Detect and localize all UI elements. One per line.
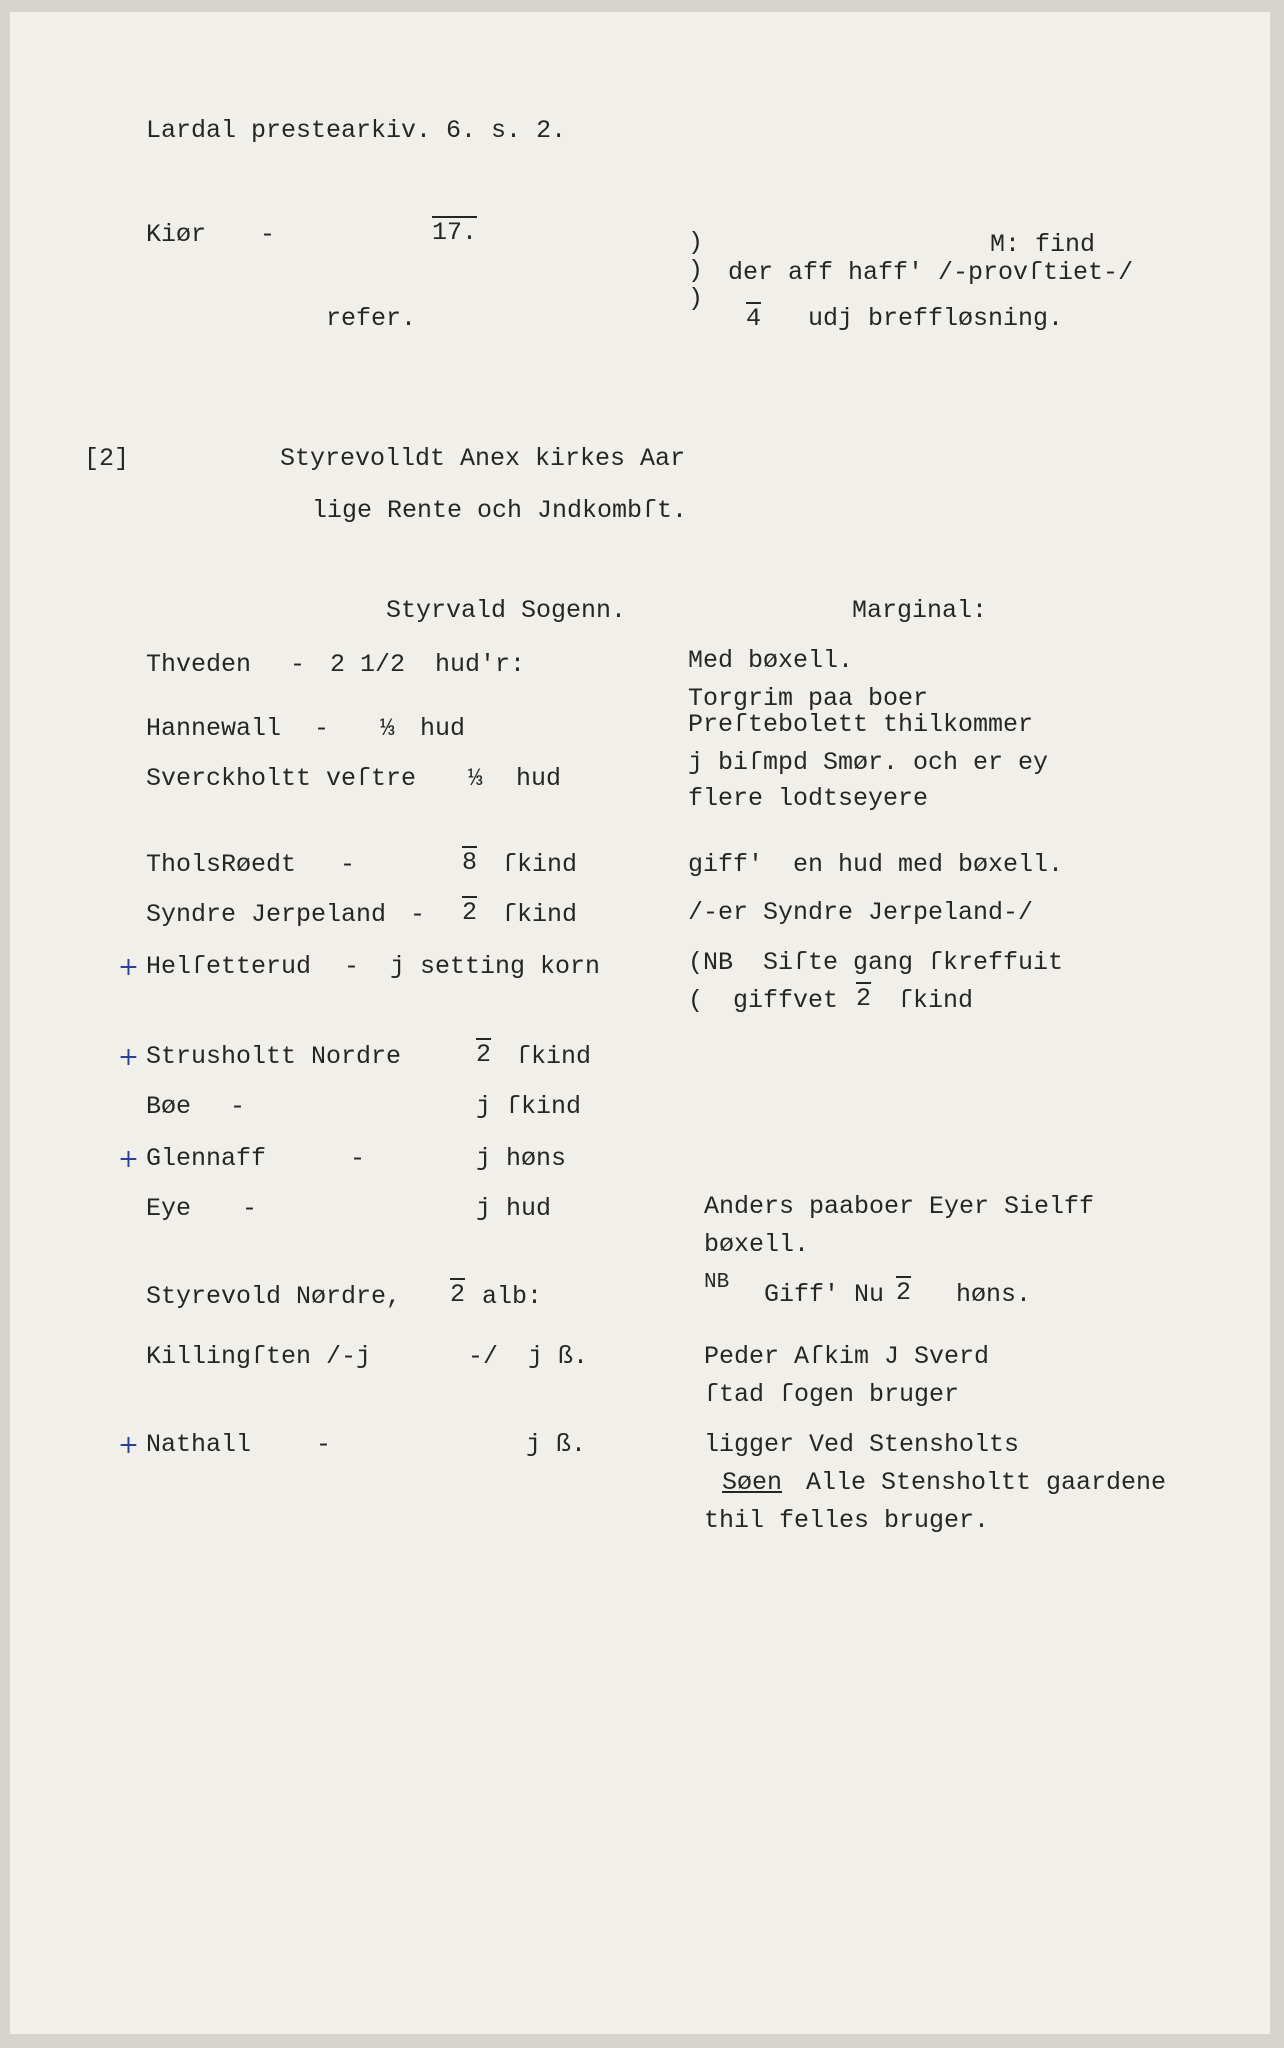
- document-sheet: [10, 12, 1270, 2034]
- marginal-note: giff' en hud med bøxell.: [688, 850, 1064, 879]
- farm-fraction: ⅓: [380, 714, 396, 743]
- marginal-unit: høns.: [956, 1280, 1032, 1309]
- farm-name: Hannewall: [146, 714, 282, 743]
- marginal-note: Alle Stensholtt gaardene: [806, 1468, 1167, 1497]
- bracket-2: ): [688, 256, 704, 285]
- cross-mark: +: [118, 1042, 139, 1071]
- farm-name: TholsRøedt: [146, 850, 297, 879]
- farm-name: Styrevold Nørdre,: [146, 1282, 402, 1311]
- farm-dash: -: [290, 650, 306, 679]
- note-brefflosning: udj breffløsning.: [808, 304, 1064, 333]
- farm-number: 2: [462, 898, 478, 927]
- note-provstiet: der aff haff' /-provſtiet-/: [728, 258, 1134, 287]
- farm-value: j høns: [476, 1144, 567, 1173]
- farm-value: j hud: [476, 1194, 552, 1223]
- farm-dash: -: [410, 900, 426, 929]
- marginal-number: 2: [896, 1278, 912, 1307]
- farm-name: Syndre Jerpeland: [146, 900, 387, 929]
- farm-name: Thveden: [146, 650, 252, 679]
- marginal-note: bøxell.: [704, 1230, 810, 1259]
- refer-label: refer.: [326, 304, 417, 333]
- cross-mark: +: [118, 1430, 139, 1459]
- marginal-note: (NB Siſte gang ſkreffuit: [688, 948, 1064, 977]
- farm-number: 2: [450, 1280, 466, 1309]
- farm-name: Helſetterud: [146, 952, 312, 981]
- section-number: [2]: [84, 444, 130, 473]
- marginal-nb: NB: [704, 1271, 730, 1294]
- farm-dash: -: [350, 1144, 366, 1173]
- marginal-note: Med bøxell.: [688, 646, 854, 675]
- farm-name: Strusholtt Nordre: [146, 1042, 402, 1071]
- farm-number: 8: [462, 848, 478, 877]
- marginal-number: 2: [856, 984, 872, 1013]
- farm-name: Sverckholtt veſtre: [146, 764, 417, 793]
- bracket-3: ): [688, 284, 704, 313]
- section-title-line1: Styrevolldt Anex kirkes Aar: [280, 444, 686, 473]
- marginal-note: /-er Syndre Jerpeland-/: [688, 898, 1034, 927]
- farm-unit: hud: [516, 764, 562, 793]
- marginal-note: ( giffvet: [688, 986, 839, 1015]
- marginal-note: Torgrim paa boer: [688, 684, 929, 713]
- farm-name: Bøe: [146, 1092, 192, 1121]
- farm-dash: -: [230, 1092, 246, 1121]
- farm-value: j ſkind: [476, 1092, 582, 1121]
- marginal-note: ligger Ved Stensholts: [704, 1430, 1020, 1459]
- kior-number: 17.: [432, 218, 478, 247]
- marginal-note: Anders paaboer Eyer Sielff: [704, 1192, 1095, 1221]
- farm-name: Nathall: [146, 1430, 252, 1459]
- farm-unit: ſkind: [502, 850, 578, 879]
- marginal-note: ſtad ſogen bruger: [704, 1380, 960, 1409]
- note-number-4: 4: [746, 304, 762, 333]
- farm-dash: -: [340, 850, 356, 879]
- farm-value: -/ j ß.: [468, 1342, 589, 1371]
- farm-unit: hud: [420, 714, 466, 743]
- farm-value: j setting korn: [390, 952, 601, 981]
- farm-name: Eye: [146, 1194, 192, 1223]
- marginal-note: j biſmpd Smør. och er ey: [688, 748, 1049, 777]
- marginal-note: Preſtebolett thilkommer: [688, 710, 1034, 739]
- farm-value: 2 1/2 hud'r:: [330, 650, 526, 679]
- column-head-parish: Styrvald Sogenn.: [386, 596, 627, 625]
- note-find: M: find: [990, 230, 1096, 259]
- kior-label: Kiør: [146, 220, 207, 249]
- marginal-unit: ſkind: [898, 986, 974, 1015]
- column-head-marginal: Marginal:: [852, 596, 988, 625]
- farm-unit: ſkind: [516, 1042, 592, 1071]
- farm-dash: -: [316, 1430, 332, 1459]
- marginal-note: flere lodtseyere: [688, 784, 929, 813]
- farm-name: Glennaff: [146, 1144, 267, 1173]
- farm-dash: -: [314, 714, 330, 743]
- archive-reference: Lardal prestearkiv. 6. s. 2.: [146, 116, 567, 145]
- farm-unit: ſkind: [502, 900, 578, 929]
- bracket-1: ): [688, 228, 704, 257]
- marginal-note: Giff' Nu: [764, 1280, 885, 1309]
- farm-fraction: ⅓: [468, 764, 484, 793]
- farm-unit: alb:: [482, 1282, 543, 1311]
- marginal-note: thil felles bruger.: [704, 1506, 990, 1535]
- farm-name: Killingſten /-j: [146, 1342, 372, 1371]
- marginal-note: Peder Aſkim J Sverd: [704, 1342, 990, 1371]
- section-title-line2: lige Rente och Jndkombſt.: [312, 496, 688, 525]
- farm-number: 2: [476, 1040, 492, 1069]
- farm-value: j ß.: [526, 1430, 587, 1459]
- farm-dash: -: [242, 1194, 258, 1223]
- kior-dash: -: [260, 220, 276, 249]
- cross-mark: +: [118, 1144, 139, 1173]
- cross-mark: +: [118, 952, 139, 981]
- marginal-note-underlined: Søen: [722, 1468, 783, 1497]
- farm-dash: -: [344, 952, 360, 981]
